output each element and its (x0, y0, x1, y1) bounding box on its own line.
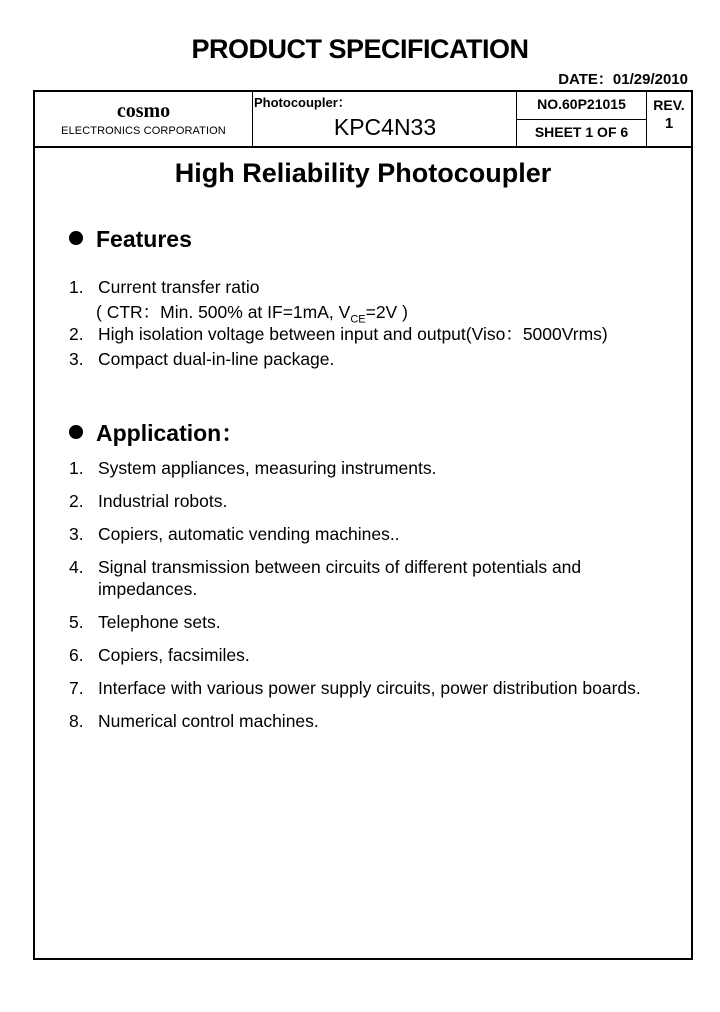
application-item-text: Signal transmission between circuits of different potentials and (98, 557, 582, 577)
product-name: KPC4N33 (333, 114, 437, 140)
header-table (35, 92, 691, 148)
date-label: DATE：01/29/2010 (558, 71, 688, 88)
application-item (69, 677, 641, 699)
product-category: Photocoupler： (254, 95, 351, 110)
application-heading (69, 415, 244, 448)
page-title: PRODUCT SPECIFICATION (191, 34, 529, 64)
doc-number-cell (517, 92, 647, 146)
application-item (69, 556, 581, 578)
application-item-text: Industrial robots. (98, 491, 228, 511)
application-item-text: Copiers, automatic vending machines.. (98, 524, 400, 544)
revision-value: 1 (664, 115, 674, 132)
feature-item-text: High isolation voltage between input and output(Viso：5000Vrms) (98, 324, 608, 344)
application-item-number: 5. (69, 612, 84, 632)
ctr-spec-subscript: CE (350, 313, 366, 326)
ctr-spec-post: =2V ) (365, 302, 408, 322)
bullet-icon (69, 231, 83, 245)
application-item-number: 8. (69, 711, 84, 731)
features-heading-text: Features (96, 226, 192, 252)
application-item (69, 490, 227, 512)
application-item-number: 2. (69, 491, 84, 511)
feature-item-number: 1. (69, 277, 84, 297)
doc-number: NO.60P21015 (517, 92, 646, 120)
application-item-text: Numerical control machines. (98, 711, 319, 731)
features-heading (69, 226, 192, 253)
application-item-number: 3. (69, 524, 84, 544)
bullet-icon (69, 425, 83, 439)
ctr-spec-line (96, 299, 408, 326)
application-item (69, 457, 436, 479)
application-item-text: Interface with various power supply circuits, power distribution boards. (98, 678, 641, 698)
feature-item (69, 323, 608, 345)
application-item-number: 4. (69, 557, 84, 577)
application-item-number: 6. (69, 645, 84, 665)
application-item (69, 644, 250, 666)
application-item-text: Telephone sets. (98, 612, 221, 632)
revision-cell (647, 92, 691, 146)
application-heading-text: Application： (96, 420, 245, 446)
feature-item (69, 276, 259, 298)
ctr-spec-pre: ( CTR：Min. 500% at IF=1mA, V (96, 302, 351, 322)
document-title: High Reliability Photocoupler (174, 158, 552, 188)
product-cell (253, 92, 517, 146)
application-item-text: System appliances, measuring instruments. (98, 458, 437, 478)
sheet-number: SHEET 1 OF 6 (534, 124, 629, 140)
application-item (69, 611, 221, 633)
application-item-continuation: impedances. (98, 579, 198, 599)
revision-label: REV. (653, 97, 685, 113)
company-cell (35, 92, 253, 146)
application-item (69, 710, 319, 732)
feature-item-number: 2. (69, 324, 84, 344)
application-item-number: 7. (69, 678, 84, 698)
application-item (69, 523, 400, 545)
feature-item-text: Compact dual-in-line package. (98, 349, 335, 369)
company-logo: cosmo (116, 100, 171, 122)
company-name: ELECTRONICS CORPORATION (61, 125, 226, 137)
feature-item-number: 3. (69, 349, 84, 369)
document-frame (33, 90, 693, 960)
application-item-number: 1. (69, 458, 84, 478)
application-item-text: Copiers, facsimiles. (98, 645, 250, 665)
feature-item (69, 348, 334, 370)
feature-item-text: Current transfer ratio (98, 277, 260, 297)
